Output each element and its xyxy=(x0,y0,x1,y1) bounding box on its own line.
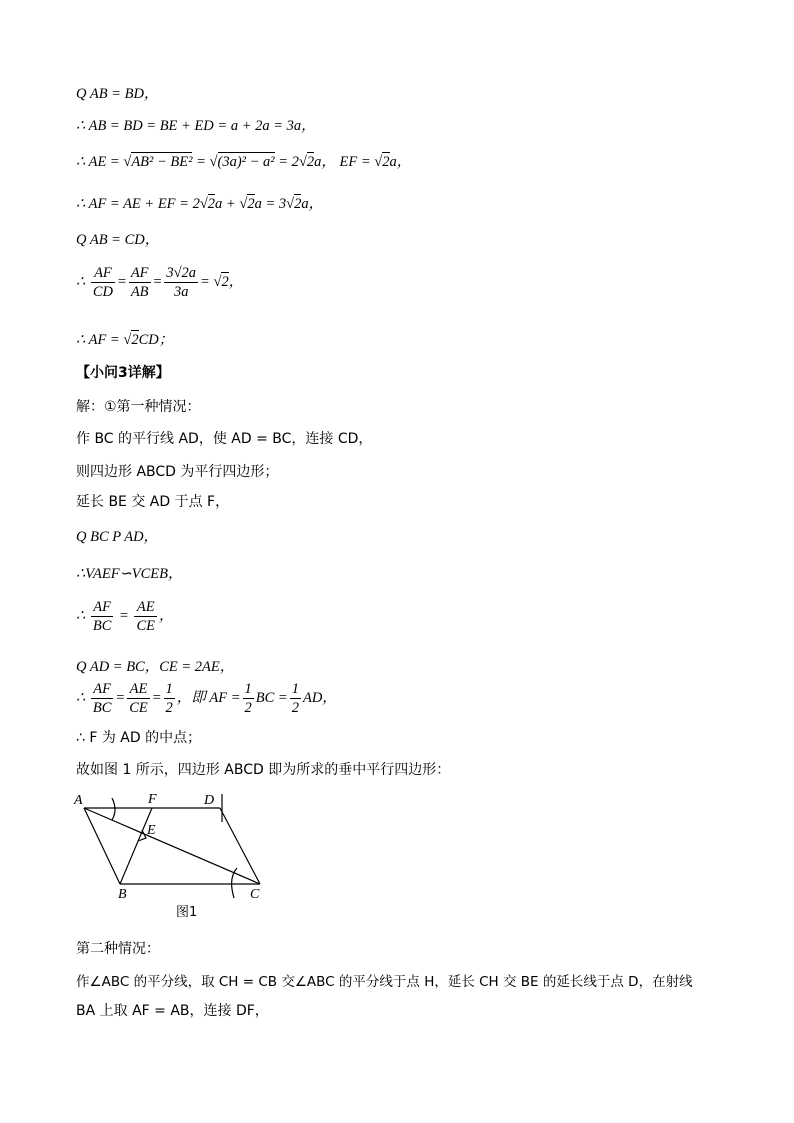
radicand: 2 xyxy=(247,196,255,212)
numerator: 1 xyxy=(165,681,173,697)
radicand: 2 xyxy=(221,273,229,290)
radicand: 2 xyxy=(207,196,216,212)
text: ∴ AF = xyxy=(76,332,124,348)
text: = xyxy=(200,273,214,290)
numerator: 1 xyxy=(291,681,299,697)
fraction xyxy=(164,680,175,717)
denominator: CD xyxy=(92,284,114,300)
line-1: Q AB = BD， xyxy=(76,86,159,102)
text: BC = xyxy=(255,689,288,706)
text: ， xyxy=(158,607,174,624)
denominator: 3a xyxy=(173,284,189,300)
line-17: ∴ $\frac{AF}{BC}$ = $\frac{AE}{CE}$ = $\frac{1}{2}$ ，即 AF = $\frac{1}{2}$ BC = $\frac{1}{2}$ AD， xyxy=(76,681,337,716)
text: a， xyxy=(301,196,324,212)
line-18: ∴ F 为 AD 的中点； xyxy=(76,730,202,746)
radicand: (3a)² − a² xyxy=(217,154,275,170)
line-5: Q AB = CD， xyxy=(76,232,160,248)
denominator: CE xyxy=(129,700,148,716)
therefore: ∴ xyxy=(76,689,86,706)
section-heading: 【小问3详解】 xyxy=(76,365,170,381)
figure-caption: 图1 xyxy=(176,905,198,920)
fraction xyxy=(91,264,115,301)
numerator: AF xyxy=(130,265,149,281)
radicand: 2 xyxy=(131,332,139,348)
label-c: C xyxy=(250,887,260,902)
line-19: 故如图 1 所示，四边形 ABCD 即为所求的垂中平行四边形： xyxy=(76,762,451,778)
text: a， EF = xyxy=(314,154,375,170)
numerator: AF xyxy=(91,598,114,617)
therefore: ∴ xyxy=(76,273,86,290)
line-14: ∴VAEF∽VCEB， xyxy=(76,566,183,582)
text: ∴ AE = xyxy=(76,154,124,170)
line-2: ∴ AB = BD = BE + ED = a + 2a = 3a， xyxy=(76,118,316,134)
line-22: BA 上取 AF = AB，连接 DF， xyxy=(76,1003,269,1019)
fraction xyxy=(129,264,151,301)
line-9: 解：①第一种情况： xyxy=(76,399,201,415)
text: a + xyxy=(215,196,240,212)
line-21: 作∠ABC 的平分线，取 CH = CB 交∠ABC 的平分线于点 H，延长 CH 交 BE 的延长线于点 D，在射线 xyxy=(76,974,693,990)
text: ， xyxy=(228,273,244,290)
denominator: AB xyxy=(130,284,149,300)
line-16: Q AD = BC，CE = 2AE， xyxy=(76,659,235,675)
numerator: 3√2a xyxy=(166,265,197,281)
segment-ba xyxy=(84,808,120,884)
line-11: 则四边形 ABCD 为平行四边形； xyxy=(76,464,279,480)
label-e: E xyxy=(147,823,156,838)
segment-dc xyxy=(220,808,260,884)
denominator: 2 xyxy=(165,700,173,716)
label-a: A xyxy=(74,793,83,808)
line-15: ∴ $\frac{AF}{BC}$ = $\frac{AE}{CE}$ ， xyxy=(76,599,174,634)
line-6: ∴ $\frac{AF}{CD}$ = $\frac{AF}{AB}$ = $\frac{3√2a}{3a}$ = √2， xyxy=(76,265,244,300)
numerator: AF xyxy=(91,680,114,699)
denominator: 2 xyxy=(244,700,252,716)
text: a， xyxy=(389,154,412,170)
line-12: 延长 BE 交 AD 于点 F， xyxy=(76,494,230,510)
segment-bf xyxy=(120,808,152,884)
arc-a xyxy=(112,798,115,820)
text: ∴ AF = AE + EF = 2 xyxy=(76,196,200,212)
fraction xyxy=(134,598,157,635)
label-d: D xyxy=(204,793,215,808)
denominator: BC xyxy=(92,700,112,716)
line-7: ∴ AF = √2CD； xyxy=(76,332,174,348)
numerator: AE xyxy=(134,598,157,617)
radicand: 2 xyxy=(294,196,302,212)
therefore: ∴ xyxy=(76,607,86,624)
line-3: ∴ AE = √AB² − BE² = √(3a)² − a² = 2√2a， EF = √2a， xyxy=(76,154,412,170)
line-10: 作 BC 的平行线 AD，使 AD = BC，连接 CD， xyxy=(76,431,373,447)
label-f: F xyxy=(148,792,157,807)
denominator: 2 xyxy=(291,700,299,716)
fraction xyxy=(127,680,150,717)
line-20: 第二种情况： xyxy=(76,941,160,957)
line-4: ∴ AF = AE + EF = 2√2a + √2a = 3√2a， xyxy=(76,196,324,212)
fraction xyxy=(164,264,198,301)
figure-1 xyxy=(72,786,282,924)
text: ，即 AF = xyxy=(176,689,241,706)
text: = xyxy=(192,154,210,170)
denominator: CE xyxy=(136,618,155,634)
numerator: 1 xyxy=(244,681,252,697)
fraction xyxy=(243,680,254,717)
radicand: 2 xyxy=(382,154,390,170)
numerator: AF xyxy=(91,264,115,283)
label-b: B xyxy=(118,887,127,902)
line-13: Q BC P AD， xyxy=(76,529,159,545)
radicand: 2 xyxy=(306,154,315,170)
fraction xyxy=(91,598,114,635)
denominator: BC xyxy=(92,618,112,634)
radicand: AB² − BE² xyxy=(131,154,193,170)
text: a = 3 xyxy=(254,196,287,212)
numerator: AE xyxy=(127,680,150,699)
text: = 2 xyxy=(274,154,299,170)
text: AD， xyxy=(302,689,337,706)
text: CD； xyxy=(138,332,174,348)
fraction xyxy=(91,680,114,717)
fraction xyxy=(290,680,301,717)
